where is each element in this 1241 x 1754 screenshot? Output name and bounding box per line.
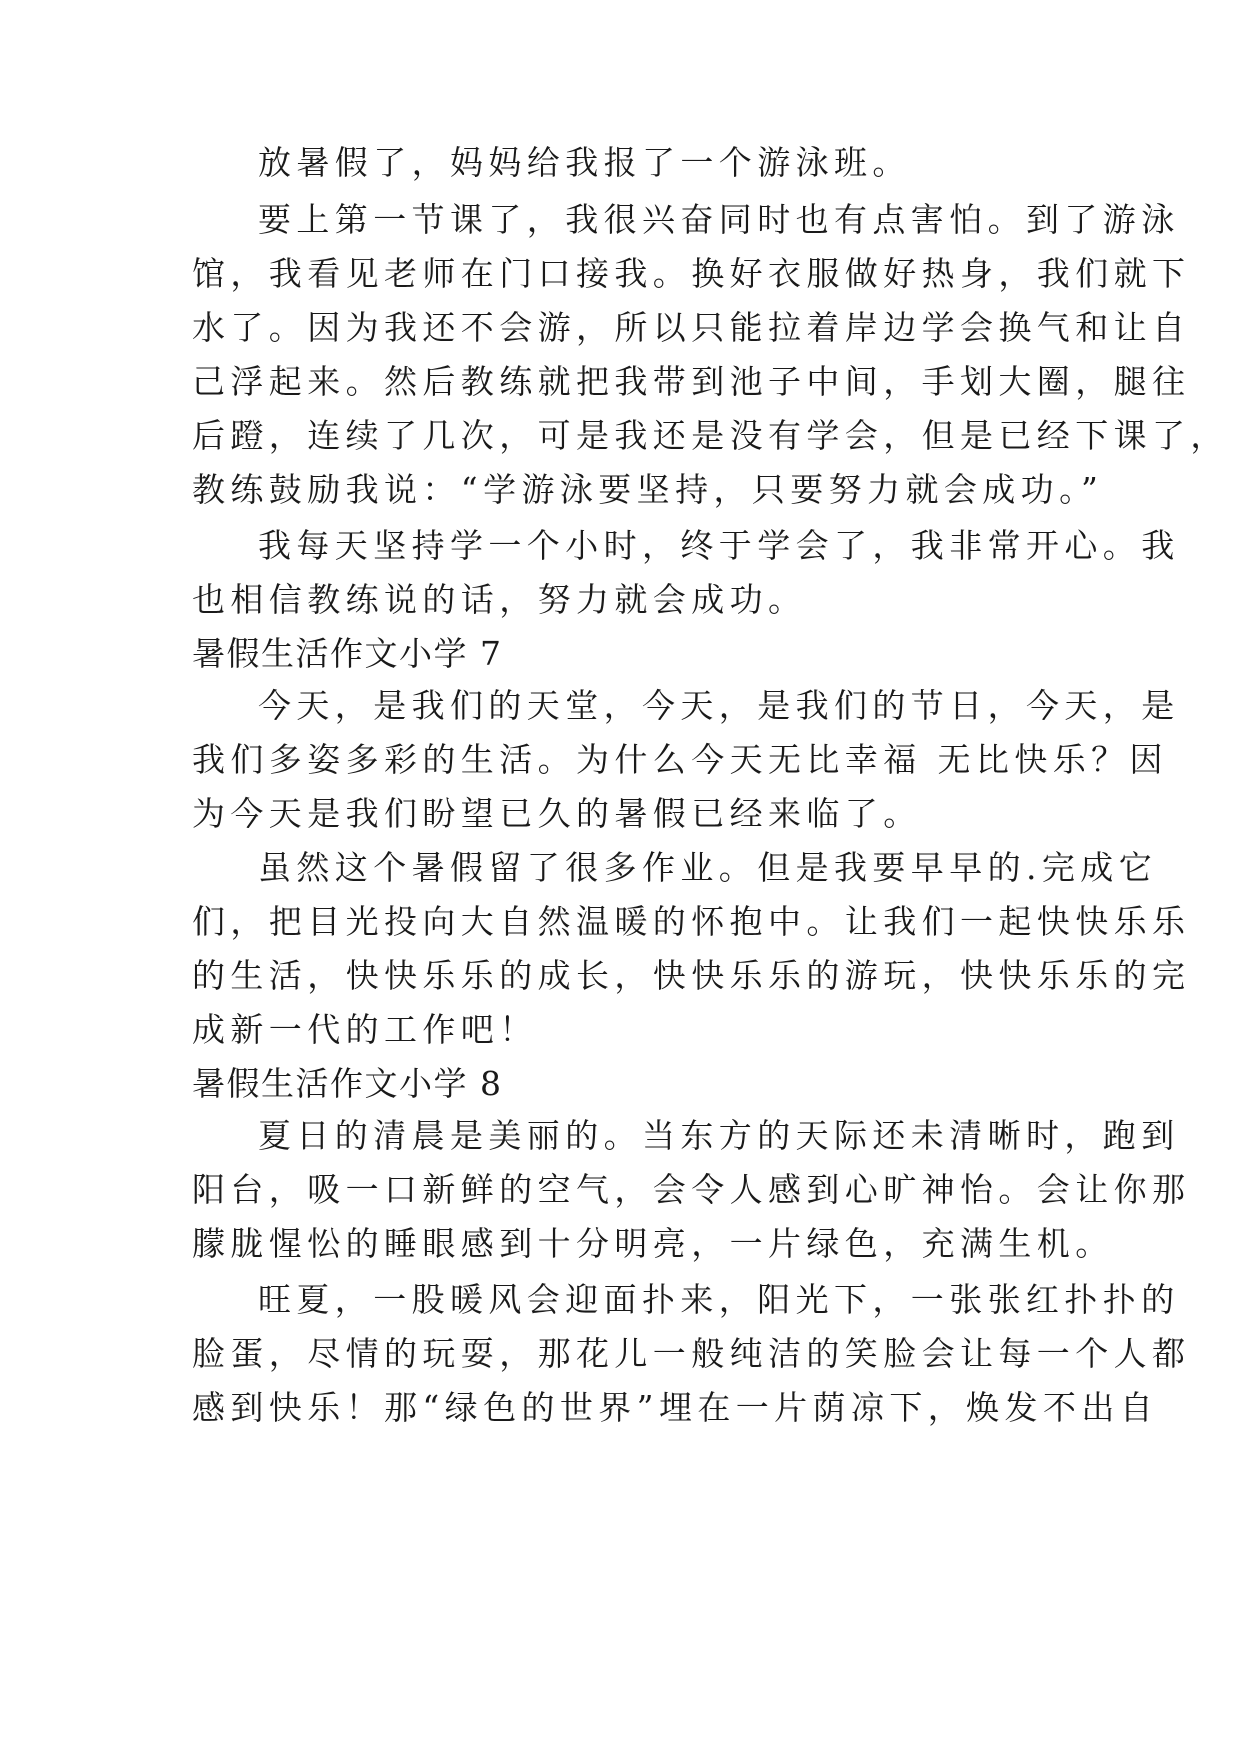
section-heading: 暑假生活作文小学 8 — [192, 1064, 503, 1103]
paragraph-line: 朦胧惺忪的睡眼感到十分明亮，一片绿色，充满生机。 — [192, 1224, 1114, 1263]
paragraph-line: 成新一代的工作吧！ — [192, 1010, 538, 1049]
paragraph-line: 旺夏，一股暖风会迎面扑来，阳光下，一张张红扑扑的 — [258, 1280, 1180, 1319]
paragraph-line: 也相信教练说的话，努力就会成功。 — [192, 580, 807, 619]
paragraph-line: 我每天坚持学一个小时，终于学会了，我非常开心。我 — [258, 526, 1180, 565]
paragraph-line: 己浮起来。然后教练就把我带到池子中间，手划大圈，腿往 — [192, 362, 1191, 401]
paragraph-line: 放暑假了，妈妈给我报了一个游泳班。 — [258, 143, 911, 182]
paragraph-line: 后蹬，连续了几次，可是我还是没有学会，但是已经下课了， — [192, 416, 1229, 455]
paragraph-line: 今天，是我们的天堂，今天，是我们的节日，今天，是 — [258, 686, 1180, 725]
paragraph-line: 馆，我看见老师在门口接我。换好衣服做好热身，我们就下 — [192, 254, 1191, 293]
paragraph-line: 阳台，吸一口新鲜的空气，会令人感到心旷神怡。会让你那 — [192, 1170, 1191, 1209]
paragraph-line: 为今天是我们盼望已久的暑假已经来临了。 — [192, 794, 922, 833]
section-heading: 暑假生活作文小学 7 — [192, 634, 503, 673]
paragraph-line: 感到快乐！那“绿色的世界”埋在一片荫凉下，焕发不出自 — [192, 1388, 1159, 1427]
paragraph-line: 我们多姿多彩的生活。为什么今天无比幸福 无比快乐？因 — [192, 740, 1168, 779]
paragraph-line: 教练鼓励我说：“学游泳要坚持，只要努力就会成功。” — [192, 470, 1104, 509]
paragraph-line: 要上第一节课了，我很兴奋同时也有点害怕。到了游泳 — [258, 200, 1180, 239]
paragraph-line: 夏日的清晨是美丽的。当东方的天际还未清晰时，跑到 — [258, 1116, 1180, 1155]
paragraph-line: 虽然这个暑假留了很多作业。但是我要早早的.完成它 — [258, 848, 1158, 887]
paragraph-line: 水了。因为我还不会游，所以只能拉着岸边学会换气和让自 — [192, 308, 1191, 347]
paragraph-line: 脸蛋，尽情的玩耍，那花儿一般纯洁的笑脸会让每一个人都 — [192, 1334, 1191, 1373]
paragraph-line: 们，把目光投向大自然温暖的怀抱中。让我们一起快快乐乐 — [192, 902, 1191, 941]
paragraph-line: 的生活，快快乐乐的成长，快快乐乐的游玩，快快乐乐的完 — [192, 956, 1191, 995]
